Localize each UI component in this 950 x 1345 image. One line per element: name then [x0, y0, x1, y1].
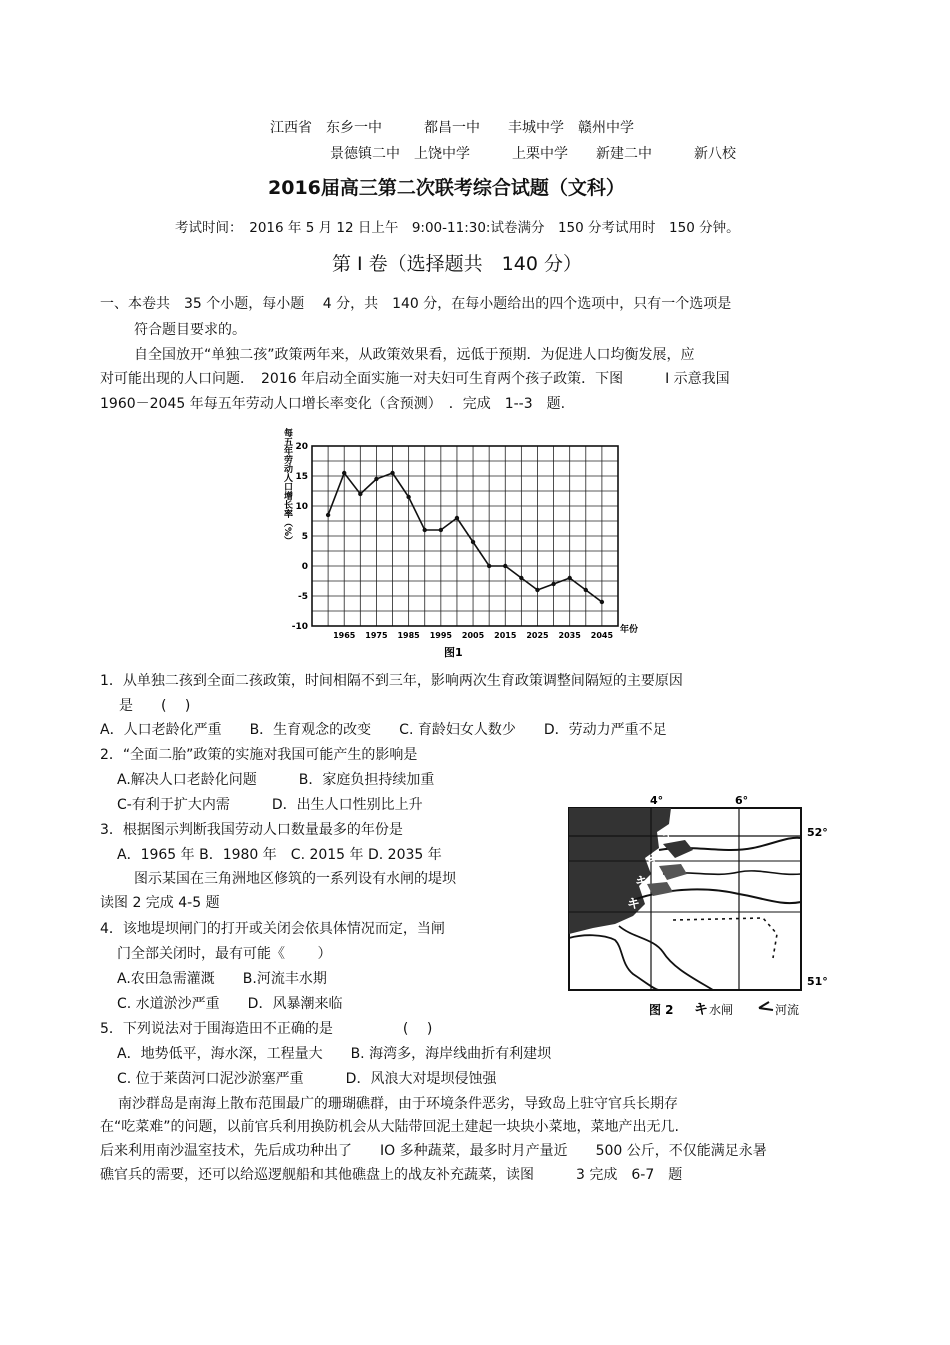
- chart-caption: 图1: [444, 646, 463, 659]
- passage1-line-3: 1960－2045 年每五年劳动人口增长率变化（含预测） ．完成 1--3 题.: [100, 396, 566, 412]
- data-point: [567, 576, 571, 580]
- q2-options-cd: C-有利于扩大内需 D．出生人口性别比上升: [117, 797, 423, 813]
- x-tick-label: 1995: [429, 631, 452, 640]
- q4-stem-2: 门全部关闭时，最有可能《 ）: [117, 946, 332, 962]
- passage3-line-2: 在“吃菜难”的问题，以前官兵利用换防机会从大陆带回泥土建起一块块小菜地，菜地产出无几.: [100, 1119, 679, 1135]
- series-line: [328, 473, 602, 602]
- x-tick-label: 2015: [494, 631, 517, 640]
- school-list-line-1: 江西省 东乡一中 都昌一中 丰城中学 赣州中学: [270, 120, 634, 136]
- legend-river-icon: [759, 1002, 773, 1010]
- legend-river-label: 河流: [775, 1003, 800, 1017]
- y-tick-label: 5: [301, 532, 308, 542]
- x-tick-label: 2035: [558, 631, 581, 640]
- q1-stem-2: 是 ( ): [119, 698, 191, 714]
- data-point: [326, 513, 330, 517]
- exam-title: 2016届高三第二次联考综合试题（文科）: [268, 177, 625, 199]
- passage1-line-2: 对可能出现的人口问题． 2016 年启动全面实施一对夫妇可生育两个孩子政策．下图 I 示意我国: [100, 371, 730, 387]
- labor-growth-chart: [278, 420, 658, 660]
- y-tick-label: -10: [291, 622, 308, 632]
- instructions-line-1: 一、本卷共 35 个小题，每小题 4 分，共 140 分，在每小题给出的四个选项中，只有一个选项是: [100, 296, 732, 312]
- data-point: [471, 540, 475, 544]
- data-point: [487, 564, 491, 568]
- chart-ylabel: 每五年劳动人口增长率（%）: [282, 428, 292, 546]
- q3-stem: 3．根据图示判断我国劳动人口数量最多的年份是: [100, 822, 403, 838]
- data-point: [455, 516, 459, 520]
- passage2-line-2: 读图 2 完成 4-5 题: [100, 895, 220, 911]
- map-lon-label-6: 6°: [735, 794, 749, 807]
- data-point: [535, 588, 539, 592]
- school-list-line-2: 景德镇二中 上饶中学 上栗中学 新建二中 新八校: [330, 146, 736, 162]
- section-title: 第 I 卷（选择题共 140 分）: [332, 253, 582, 275]
- y-tick-label: 0: [301, 562, 308, 572]
- data-point: [406, 495, 410, 499]
- data-point: [342, 471, 346, 475]
- q5-options-ab: A．地势低平，海水深，工程量大 B. 海湾多，海岸线曲折有利建坝: [117, 1046, 552, 1062]
- q3-options: A．1965 年 B．1980 年 C. 2015 年 D. 2035 年: [117, 847, 442, 863]
- q4-options-cd: C. 水道淤沙严重 D．风暴潮来临: [117, 996, 343, 1012]
- sluice-marker-1: キ: [661, 827, 675, 842]
- sluice-marker-2: キ: [647, 853, 661, 868]
- sluice-marker-3: キ: [635, 875, 649, 890]
- legend-sluice-icon: キ: [694, 1002, 708, 1018]
- x-tick-label: 2005: [461, 631, 485, 640]
- q4-stem: 4．该地堤坝闸门的打开或关闭会依具体情况而定，当闸: [100, 921, 445, 937]
- data-point: [584, 588, 588, 592]
- data-point: [390, 471, 394, 475]
- passage3-line-1: 南沙群岛是南海上散布范围最广的珊瑚礁群，由于环境条件恶劣，导致岛上驻守官兵长期存: [118, 1096, 678, 1112]
- passage1-line-1: 自全国放开“单独二孩”政策两年来，从政策效果看，远低于预期．为促进人口均衡发展，应: [134, 347, 695, 363]
- map-lon-label-4: 4°: [650, 794, 664, 807]
- x-tick-label: 1985: [397, 631, 420, 640]
- sluice-marker-4: キ: [627, 897, 641, 912]
- exam-info: 考试时间： 2016 年 5 月 12 日上午 9:00-11:30:试卷满分 150 分考试用时 150 分钟。: [175, 220, 740, 236]
- data-point: [519, 576, 523, 580]
- passage3-line-3: 后来利用南沙温室技术，先后成功种出了 IO 多种蔬菜，最多时月产量近 500 公斤，不仅能满足永暑: [100, 1143, 767, 1159]
- data-point: [439, 528, 443, 532]
- map-caption: 图 2: [649, 1003, 674, 1017]
- data-point: [600, 600, 604, 604]
- q4-options-ab: A.农田急需灌溉 B.河流丰水期: [117, 971, 327, 987]
- map-lat-label-51: 51°: [807, 975, 828, 988]
- data-point: [503, 564, 507, 568]
- data-point: [358, 492, 362, 496]
- instructions-line-2: 符合题目要求的。: [134, 322, 246, 338]
- data-point: [374, 477, 378, 481]
- q1-stem: 1．从单独二孩到全面二孩政策，时间相隔不到三年，影响两次生育政策调整间隔短的主要原因: [100, 673, 683, 689]
- q5-stem: 5．下列说法对于围海造田不正确的是 ( ): [100, 1021, 433, 1037]
- map-lat-label-52: 52°: [807, 826, 828, 839]
- y-tick-label: 15: [295, 472, 308, 482]
- y-tick-label: 10: [295, 502, 308, 512]
- x-tick-label: 1975: [365, 631, 388, 640]
- x-tick-label: 1965: [333, 631, 356, 640]
- q5-options-cd: C. 位于莱茵河口泥沙淤塞严重 D．风浪大对堤坝侵蚀强: [117, 1071, 497, 1087]
- q2-options-ab: A.解决人口老龄化问题 B．家庭负担持续加重: [117, 772, 435, 788]
- chart-xlabel: 年份: [620, 625, 639, 635]
- data-point: [551, 582, 555, 586]
- q1-options: A．人口老龄化严重 B．生育观念的改变 C. 育龄妇女人数少 D．劳动力严重不足: [100, 722, 667, 738]
- passage3-line-4: 礁官兵的需要，还可以给巡逻舰船和其他礁盘上的战友补充蔬菜，读图 3 完成 6-7 题: [100, 1167, 683, 1183]
- q2-stem: 2．“全面二胎”政策的实施对我国可能产生的影响是: [100, 747, 418, 763]
- legend-sluice-label: 水闸: [709, 1003, 734, 1017]
- delta-dam-map: [563, 788, 848, 1023]
- map-frame: [569, 808, 801, 990]
- x-tick-label: 2025: [526, 631, 549, 640]
- y-tick-label: -5: [298, 592, 308, 602]
- data-point: [423, 528, 427, 532]
- passage2-line-1: 图示某国在三角洲地区修筑的一系列设有水闸的堤坝: [134, 871, 456, 887]
- x-tick-label: 2045: [590, 631, 614, 640]
- y-tick-label: 20: [295, 442, 308, 452]
